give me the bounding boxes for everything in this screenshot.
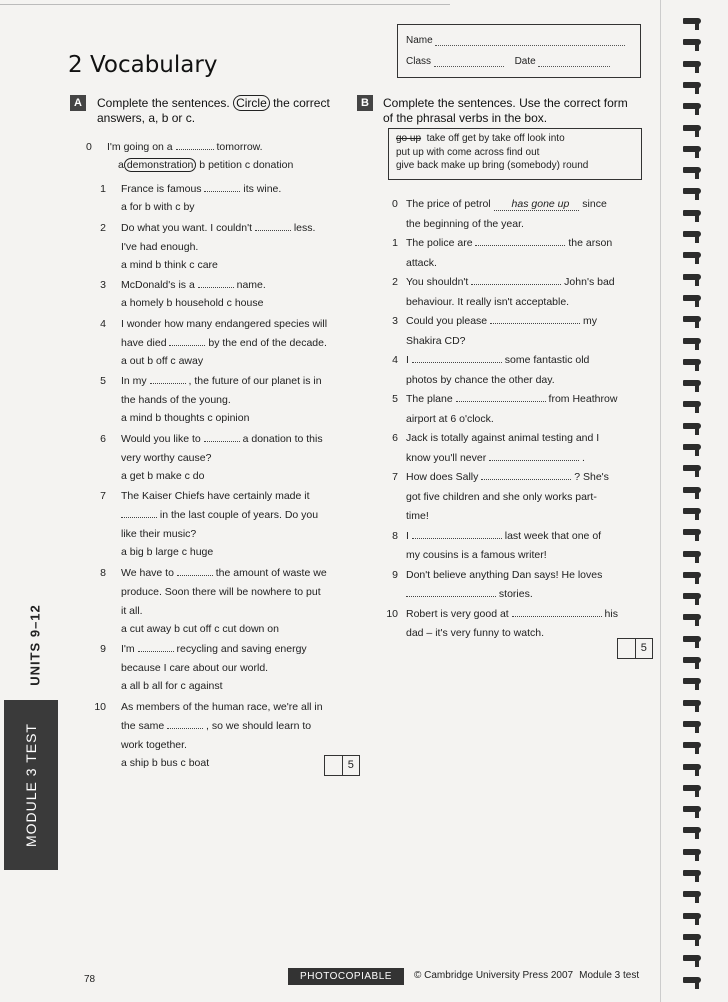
question-b-line: Robert is very good at his — [406, 607, 618, 620]
verb-list-line3: give back make up bring (somebody) round — [396, 160, 589, 171]
question-a-line: because I care about our world. — [121, 662, 269, 674]
section-a-instruction: Complete the sentences. Circle the correct answers, a, b or c. — [97, 96, 330, 125]
question-b-num: 8 — [392, 529, 398, 542]
spiral-ring — [683, 934, 701, 942]
question-a-num: 9 — [100, 643, 106, 655]
question-a-line: the same , so we should learn to — [121, 719, 312, 732]
question-b-line: You shouldn't John's bad — [406, 276, 615, 288]
question-a-line: As members of the human race, we're all in — [121, 700, 323, 713]
circled-answer: demonstration — [124, 158, 197, 172]
question-b-line: stories. — [406, 587, 533, 601]
question-b-line: airport at 6 o'clock. — [406, 412, 494, 425]
question-a-num: 7 — [100, 490, 106, 502]
question-a-num: 5 — [100, 375, 106, 387]
page-edge-line — [660, 0, 661, 1002]
spiral-ring — [683, 913, 701, 921]
page-number: 78 — [84, 974, 96, 985]
spiral-ring — [683, 423, 701, 431]
spiral-ring — [683, 316, 701, 324]
question-b-line: Jack is totally against animal testing and I — [406, 432, 600, 444]
spiral-ring — [683, 764, 701, 772]
spiral-ring — [683, 891, 701, 899]
spiral-ring — [683, 444, 701, 452]
example-b-num: 0 — [392, 198, 398, 210]
spiral-ring — [683, 401, 701, 409]
question-b-line: my cousins is a famous writer! — [406, 549, 547, 561]
question-b-line: time! — [406, 510, 429, 522]
question-a-options[interactable]: a out b off c away — [121, 354, 204, 367]
question-a-options[interactable]: a for b with c by — [121, 201, 195, 213]
answer-blank[interactable] — [406, 587, 496, 597]
question-a-line: produce. Soon there will be nowhere to put — [121, 585, 321, 598]
answer-blank[interactable] — [471, 275, 561, 285]
answer-blank[interactable] — [204, 182, 240, 192]
question-a-line: Would you like to a donation to this — [121, 432, 323, 445]
answer-blank[interactable] — [255, 221, 291, 231]
answer-blank[interactable] — [489, 451, 579, 461]
spiral-ring — [683, 167, 701, 175]
question-a-options[interactable]: a all b all for c against — [121, 680, 223, 692]
answer-blank[interactable] — [169, 336, 205, 346]
spiral-ring — [683, 529, 701, 537]
answer-blank[interactable] — [177, 566, 213, 576]
answer-blank[interactable] — [490, 314, 580, 324]
question-a-line: the hands of the young. — [121, 394, 231, 406]
question-b-line: The plane from Heathrow — [406, 393, 618, 405]
question-a-options[interactable]: a cut away b cut off c cut down on — [121, 622, 279, 635]
spiral-ring — [683, 188, 701, 196]
question-a-line: in the last couple of years. Do you — [121, 508, 318, 522]
spiral-ring — [683, 487, 701, 495]
question-a-options[interactable]: a get b make c do — [121, 469, 205, 482]
question-a-line: very worthy cause? — [121, 451, 212, 464]
class-label: Class — [406, 56, 432, 67]
question-b-line: dad – it's very funny to watch. — [406, 627, 544, 639]
verb-list-line2: put up with come across find out — [396, 146, 540, 158]
question-b-num: 6 — [392, 432, 398, 444]
question-b-num: 4 — [392, 354, 398, 366]
verb-list-line1: take off get by take off look into — [426, 133, 565, 144]
class-field[interactable] — [434, 56, 504, 67]
example-b-sentence: The price of petrol has gone up since — [406, 198, 607, 210]
spiral-ring — [683, 572, 701, 580]
spiral-ring — [683, 338, 701, 346]
spiral-ring — [683, 870, 701, 878]
answer-blank[interactable] — [456, 392, 546, 402]
question-a-line: Do what you want. I couldn't less. — [121, 221, 316, 234]
spiral-ring — [683, 103, 701, 111]
answer-blank[interactable] — [150, 374, 186, 384]
phrasal-verb-box — [388, 128, 642, 180]
section-a-score-total: 5 — [347, 759, 354, 771]
spiral-ring — [683, 125, 701, 133]
question-a-line: We have to the amount of waste we — [121, 566, 327, 579]
answer-blank[interactable] — [412, 353, 502, 363]
spiral-ring — [683, 977, 701, 985]
section-b-badge: B — [357, 95, 373, 111]
spiral-ring — [683, 551, 701, 559]
question-b-line: How does Sally ? She's — [406, 471, 609, 483]
spiral-ring — [683, 700, 701, 708]
question-a-line: In my , the future of our planet is in — [121, 375, 322, 387]
spiral-ring — [683, 210, 701, 218]
question-b-line: know you'll never . — [406, 451, 585, 464]
question-b-num: 9 — [392, 568, 398, 581]
answer-blank[interactable] — [138, 642, 174, 652]
spiral-ring — [683, 359, 701, 367]
spiral-ring — [683, 465, 701, 473]
section-b-score-field[interactable] — [618, 639, 636, 658]
spiral-ring — [683, 231, 701, 239]
spiral-ring — [683, 614, 701, 622]
answer-blank — [176, 140, 214, 150]
question-a-line: like their music? — [121, 528, 197, 540]
question-a-num: 4 — [100, 317, 106, 330]
copyright-text: © Cambridge University Press 2007 Module 3 test — [414, 970, 640, 981]
question-b-line: behaviour. It really isn't acceptable. — [406, 295, 570, 308]
spiral-ring — [683, 146, 701, 154]
section-a-score-field[interactable] — [325, 756, 343, 775]
spiral-ring — [683, 61, 701, 69]
spiral-ring — [683, 252, 701, 260]
question-a-num: 1 — [100, 183, 106, 195]
question-a-line: McDonald's is a name. — [121, 279, 266, 291]
answer-blank[interactable] — [512, 607, 602, 617]
spiral-ring — [683, 849, 701, 857]
struck-verb: go up — [396, 133, 422, 144]
question-b-line: attack. — [406, 256, 437, 269]
spiral-ring — [683, 827, 701, 835]
date-label: Date — [514, 56, 536, 67]
question-b-line: I some fantastic old — [406, 354, 590, 366]
example-answer: has gone up — [494, 198, 580, 211]
question-a-num: 3 — [100, 279, 106, 291]
question-a-line: it all. — [121, 604, 143, 617]
question-b-line: photos by chance the other day. — [406, 373, 555, 386]
answer-blank[interactable] — [475, 236, 565, 246]
section-a-badge: A — [70, 95, 86, 111]
question-a-options[interactable]: a mind b think c care — [121, 258, 218, 271]
spiral-ring — [683, 785, 701, 793]
page-title: 2 Vocabulary — [68, 52, 218, 78]
date-field[interactable] — [538, 56, 610, 67]
example-a-num: 0 — [86, 141, 92, 153]
question-a-line: I wonder how many endangered species will — [121, 317, 328, 330]
section-a-score-box — [324, 755, 360, 776]
question-a-num: 6 — [100, 432, 106, 445]
question-b-num: 3 — [392, 315, 398, 327]
module-side-tab: MODULE 3 TEST — [4, 700, 58, 870]
answer-blank[interactable] — [204, 432, 240, 442]
section-b-instruction: Complete the sentences. Use the correct form of the phrasal verbs in the box. — [383, 96, 628, 125]
section-b-score-total: 5 — [640, 642, 647, 654]
spiral-ring — [683, 742, 701, 750]
question-a-line: I've had enough. — [121, 240, 199, 253]
question-a-line: The Kaiser Chiefs have certainly made it — [121, 490, 310, 502]
question-a-line: I'm recycling and saving energy — [121, 643, 307, 655]
question-b-line: The police are the arson — [406, 237, 613, 249]
spiral-ring — [683, 508, 701, 516]
section-b-score-box — [617, 638, 653, 659]
spiral-ring — [683, 678, 701, 686]
question-a-options[interactable]: a homely b household c house — [121, 297, 264, 309]
question-a-line: France is famous its wine. — [121, 183, 282, 195]
question-b-line: Shakira CD? — [406, 334, 466, 347]
question-b-num: 7 — [392, 471, 398, 483]
question-b-line: Could you please my — [406, 315, 597, 327]
question-b-num: 5 — [392, 393, 398, 405]
example-a-options: a demonstration b petition c donation — [118, 159, 294, 171]
name-class-date-box — [397, 24, 641, 78]
question-b-num: 1 — [392, 237, 398, 249]
spiral-ring — [683, 806, 701, 814]
question-a-line: have died by the end of the decade. — [121, 336, 327, 349]
question-b-num: 2 — [392, 276, 398, 288]
question-a-num: 8 — [100, 566, 106, 579]
name-field[interactable] — [435, 35, 625, 46]
spiral-ring — [683, 274, 701, 282]
answer-blank[interactable] — [121, 508, 157, 518]
question-a-line: work together. — [121, 738, 187, 751]
answer-blank[interactable] — [198, 278, 234, 288]
top-edge-line — [0, 4, 450, 5]
question-a-options[interactable]: a ship b bus c boat — [121, 756, 210, 769]
question-a-options[interactable]: a big b large c huge — [121, 546, 214, 558]
question-a-num: 2 — [100, 221, 106, 234]
spiral-ring — [683, 380, 701, 388]
spiral-ring — [683, 39, 701, 47]
question-b-line: Don't believe anything Dan says! He loves — [406, 568, 603, 581]
answer-blank[interactable] — [481, 470, 571, 480]
spiral-ring — [683, 18, 701, 26]
circle-word: Circle — [233, 95, 270, 111]
spiral-ring — [683, 82, 701, 90]
spiral-ring — [683, 955, 701, 963]
units-side-label: UNITS 9–12 — [27, 604, 43, 686]
photocopiable-badge: PHOTOCOPIABLE — [288, 968, 404, 985]
spiral-ring — [683, 593, 701, 601]
spiral-ring — [683, 636, 701, 644]
answer-blank[interactable] — [167, 719, 203, 729]
question-a-num: 10 — [94, 700, 106, 713]
example-b-sentence-cont: the beginning of the year. — [406, 217, 524, 230]
question-b-line: got five children and she only works part- — [406, 490, 597, 503]
spiral-ring — [683, 657, 701, 665]
spiral-ring — [683, 721, 701, 729]
question-a-options[interactable]: a mind b thoughts c opinion — [121, 412, 250, 424]
question-b-num: 10 — [386, 607, 398, 620]
example-a-sentence: I'm going on a tomorrow. — [107, 141, 263, 153]
answer-blank[interactable] — [412, 529, 502, 539]
question-b-line: I last week that one of — [406, 529, 602, 542]
spiral-ring — [683, 295, 701, 303]
name-label: Name — [406, 35, 433, 46]
